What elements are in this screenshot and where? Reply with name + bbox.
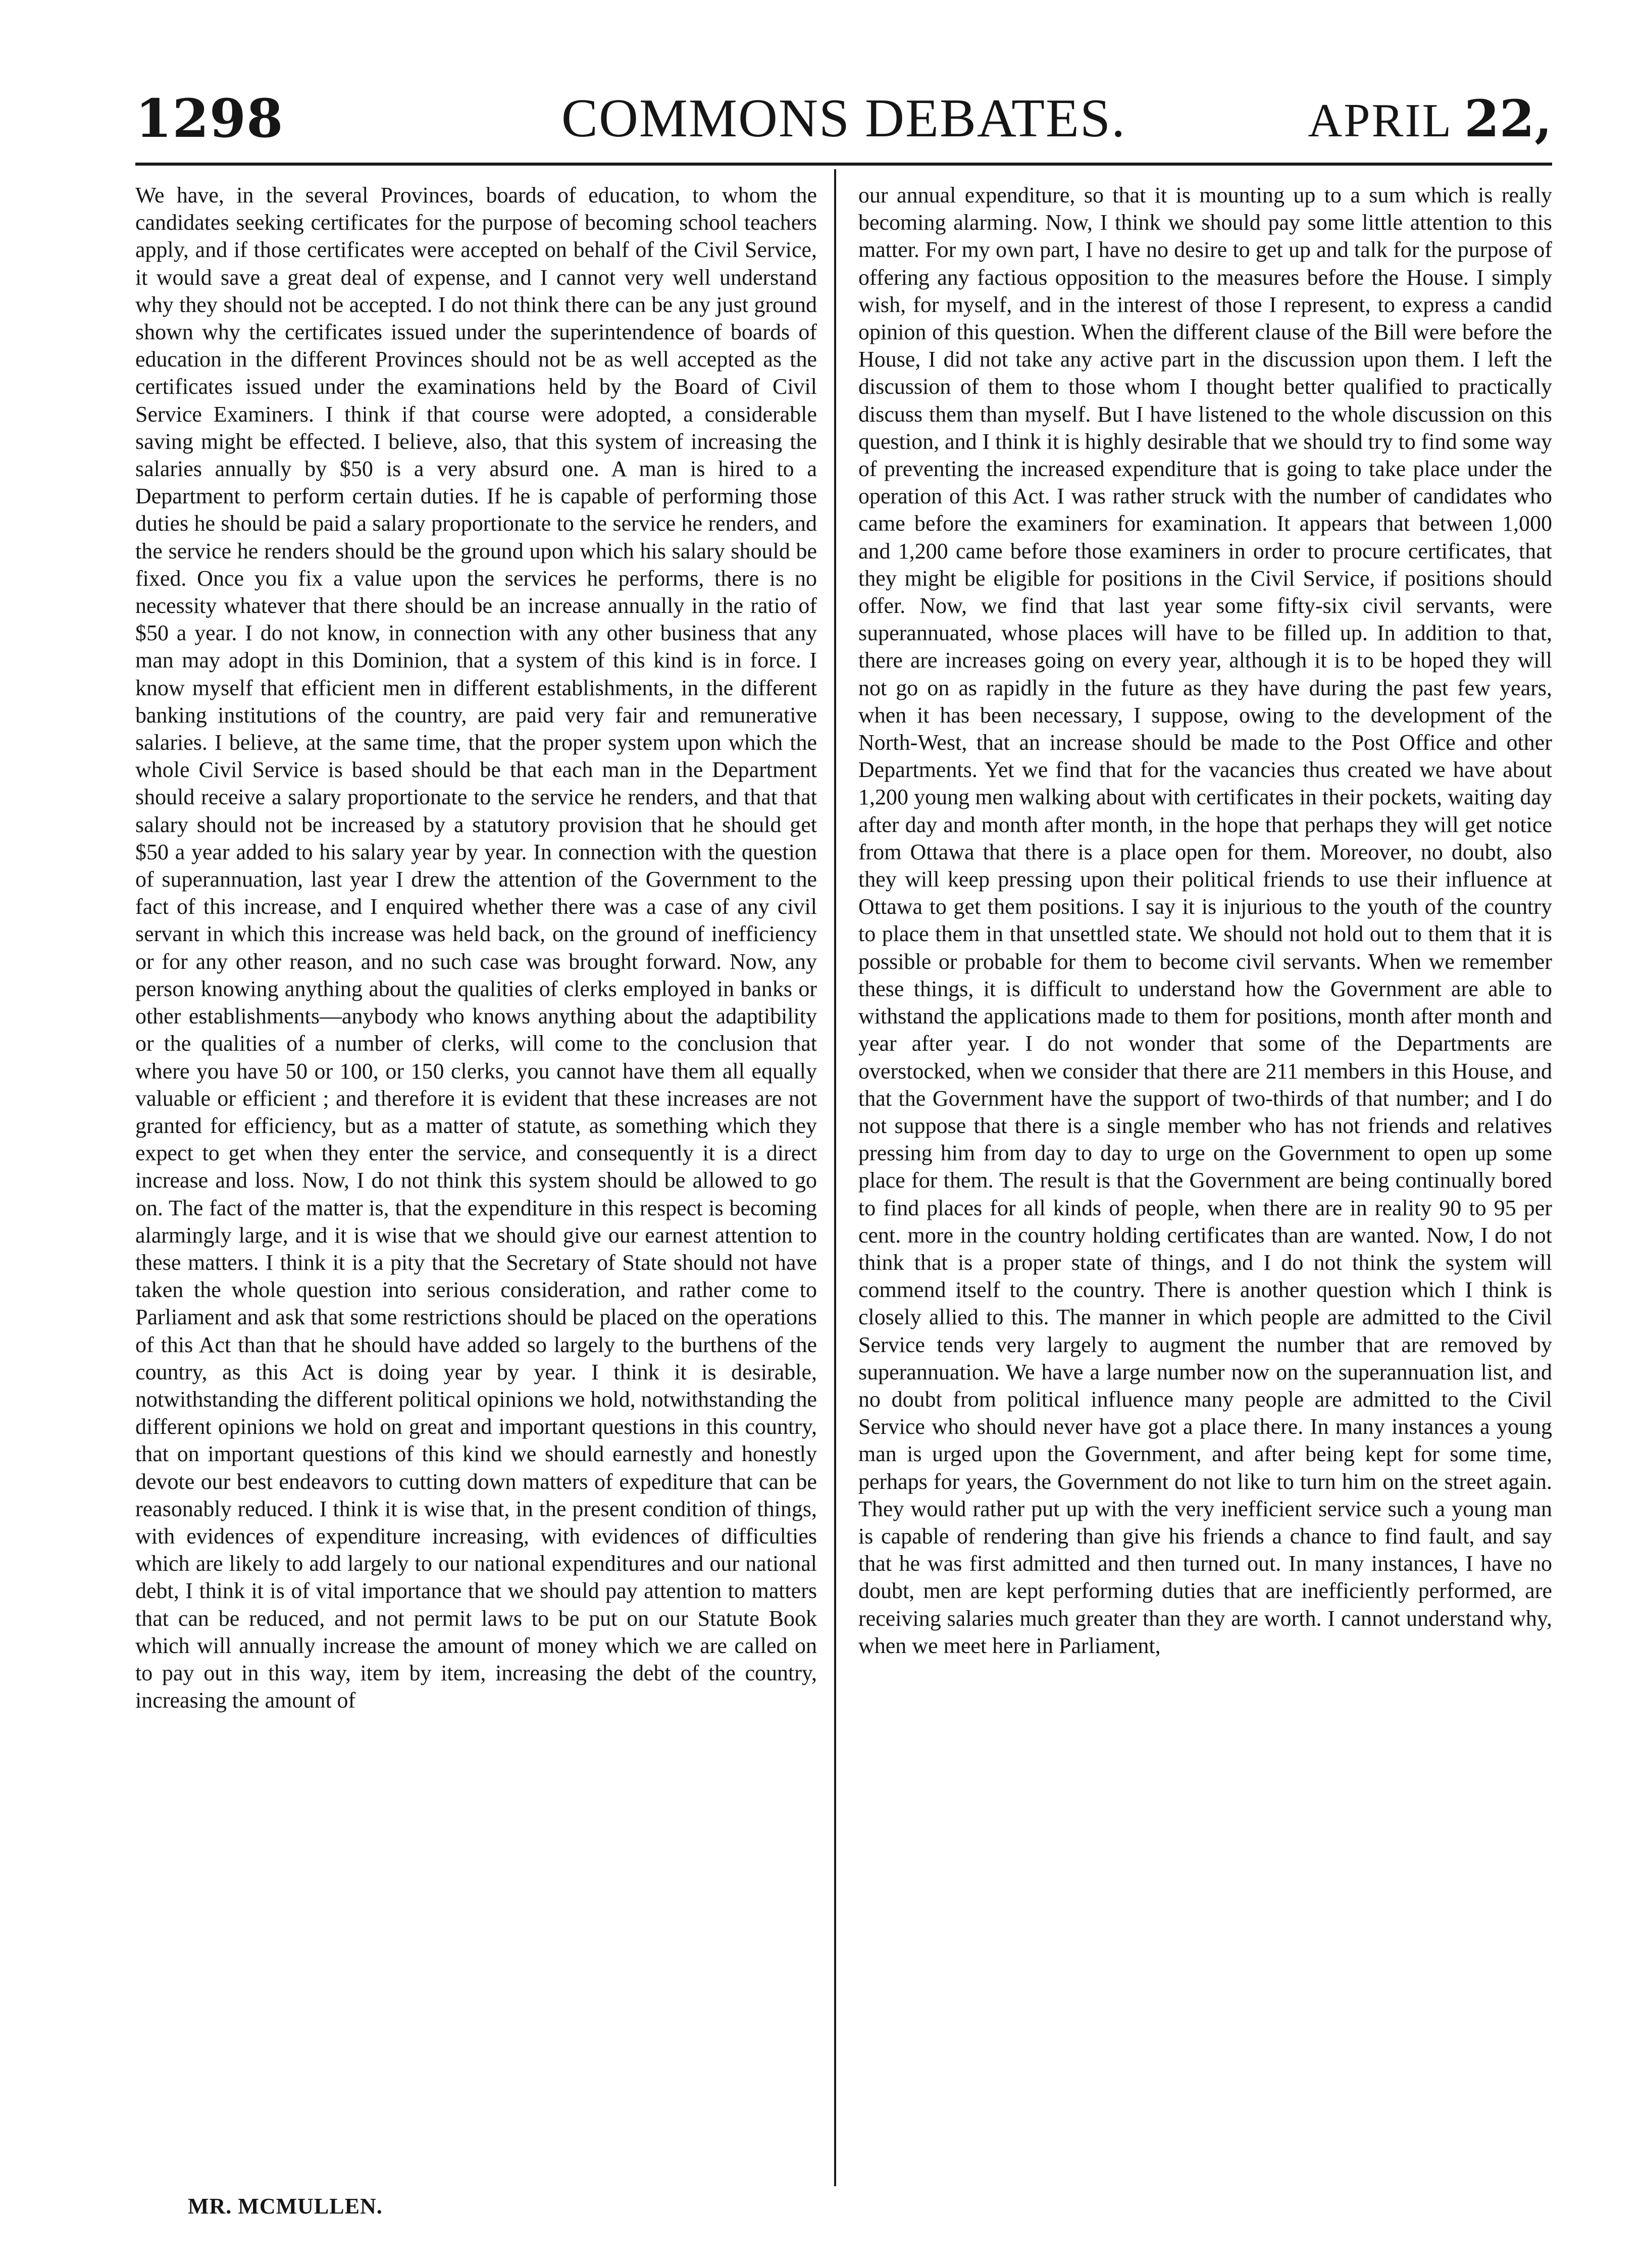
publication-title: COMMONS DEBATES. (561, 88, 1126, 148)
page-header (135, 81, 1552, 157)
right-column (858, 182, 1552, 2196)
page-number: 1298 (135, 87, 284, 149)
right-column-text: our annual expenditure, so that it is mounting up to a sum which is really becoming alarming. Now, I think we should pay some little attention to this matter. For my own part, I have no desire to get up and talk for the purpose of offering any factious opposition to the measures before the House. I simply wish, for myself, and in the interest of those I represent, to express a candid opinion of this question. When the different clause of the Bill were before the House, I did not take any active part in the discussion upon them. I left the discussion of them to those whom I thought better qualified to practically discuss them than myself. But I have listened to the whole discussion on this question, and I think it is highly desirable that we should try to find some way of preventing the increased expenditure that is going to take place under the operation of this Act. I was rather struck with the number of candidates who came before the examiners for examination. It appears that between 1,000 and 1,200 came before those examiners in order to procure certificates, that they might be eligible for positions in the Civil Service, if positions should offer. Now, we find that last year some fifty-six civil servants, were superannuated, whose places will have to be filled up. In addition to that, there are increases going on every year, although it is to be hoped they will not go on as rapidly in the future as they have during the past few years, when it has been necessary, I suppose, owing to the development of the North-West, that an increase should be made to the Post Office and other Departments. Yet we find that for the vacancies thus created we have about 1,200 young men walking about with certificates in their pockets, waiting day after day and month after month, in the hope that perhaps they will get notice from Ottawa that there is a place open for them. Moreover, no doubt, also they will keep pressing upon their political friends to use their influence at Ottawa to get them positions. I say it is injurious to the youth of the country to place them in that unsettled state. We should not hold out to them that it is possible or probable for them to become civil servants. When we remember these things, it is difficult to understand how the Government are able to withstand the applications made to them for positions, month after month and year after year. I do not wonder that some of the Departments are overstocked, when we consider that there are 211 members in this House, and that the Government have the support of two-thirds of that number; and I do not suppose that there is a single member who has not friends and relatives pressing him from day to day to urge on the Government to open up some place for them. The result is that the Government are being continually bored to find places for all kinds of people, when there are in reality 90 to 95 per cent. more in the country holding certificates than are wanted. Now, I do not think that is a proper state of things, and I do not think the system will commend itself to the country. There is another question which I think is closely allied to this. The manner in which people are admitted to the Civil Service tends very largely to augment the number that are removed by superannuation. We have a large number now on the superannuation list, and no doubt from political influence many people are admitted to the Civil Service who should never have got a place there. In many instances a young man is urged upon the Government, and after being kept for some time, perhaps for years, the Government do not like to turn him on the street again. They would rather put up with the very inefficient service such a young man is capable of rendering than give his friends a chance to find fault, and say that he was first admitted and then turned out. In many instances, I have no doubt, men are kept performing duties that are inefficiently performed, are receiving salaries much greater than they are worth. I cannot understand why, when we meet here in Parliament, (858, 183, 1552, 1658)
left-column (135, 182, 817, 2196)
date-day: 22, (1464, 89, 1552, 148)
speaker-attribution: MR. MCMULLEN. (188, 2194, 383, 2219)
page-date (1308, 81, 1552, 159)
column-divider (834, 169, 836, 2186)
header-rule (135, 163, 1552, 166)
left-column-text: We have, in the several Provinces, boards of education, to whom the candidates seeking certificates for the purpose of becoming school teachers apply, and if those certificates were accepted on behalf of the Civil Service, it would save a great deal of expense, and I cannot very well understand why they should not be accepted. I do not think there can be any just ground shown why the certificates issued under the superintendence of boards of education in the different Provinces should not be as well accepted as the certificates issued under the examinations held by the Board of Civil Service Examiners. I think if that course were adopted, a considerable saving might be effected. I believe, also, that this system of increasing the salaries annually by $50 is a very absurd one. A man is hired to a Department to perform certain duties. If he is capable of performing those duties he should be paid a salary proportionate to the service he renders, and the service he renders should be the ground upon which his salary should be fixed. Once you fix a value upon the services he performs, there is no necessity whatever that there should be an increase annually in the ratio of $50 a year. I do not know, in connection with any other business that any man may adopt in this Dominion, that a system of this kind is in force. I know myself that efficient men in different establishments, in the different banking institutions of the country, are paid very fair and remunerative salaries. I believe, at the same time, that the proper system upon which the whole Civil Service is based should be that each man in the Department should receive a salary proportionate to the service he renders, and that that salary should not be increased by a statutory provision that he should get $50 a year added to his salary year by year. In connection with the question of superannuation, last year I drew the attention of the Government to the fact of this increase, and I enquired whether there was a case of any civil servant in which this increase was held back, on the ground of inefficiency or for any other reason, and no such case was brought forward. Now, any person knowing anything about the qualities of clerks employed in banks or other establishments—anybody who knows anything about the adaptibility or the qualities of a number of clerks, will come to the conclusion that where you have 50 or 100, or 150 clerks, you cannot have them all equally valuable or efficient ; and therefore it is evident that these increases are not granted for efficiency, but as a matter of statute, as something which they expect to get when they enter the service, and consequently it is a direct increase and loss. Now, I do not think this system should be allowed to go on. The fact of the matter is, that the expenditure in this respect is becoming alarmingly large, and it is wise that we should give our earnest attention to these matters. I think it is a pity that the Secretary of State should not have taken the whole question into serious consideration, and rather come to Parliament and ask that some restrictions should be placed on the operations of this Act than that he should have added so largely to the burthens of the country, as this Act is doing year by year. I think it is desirable, notwithstanding the different political opinions we hold, notwithstanding the different opinions we hold on great and important questions in this country, that on important questions of this kind we should earnestly and honestly devote our best endeavors to cutting down matters of expediture that can be reasonably reduced. I think it is wise that, in the present condition of things, with evidences of expenditure increasing, with evidences of difficulties which are likely to add largely to our national expenditures and our national debt, I think it is of vital importance that we should pay attention to matters that can be reduced, and not permit laws to be put on our Statute Book which will annually increase the amount of money which we are called on to pay out in this way, item by item, increasing the debt of the country, increasing the amount of (135, 183, 817, 1713)
date-month: APRIL (1308, 94, 1451, 147)
